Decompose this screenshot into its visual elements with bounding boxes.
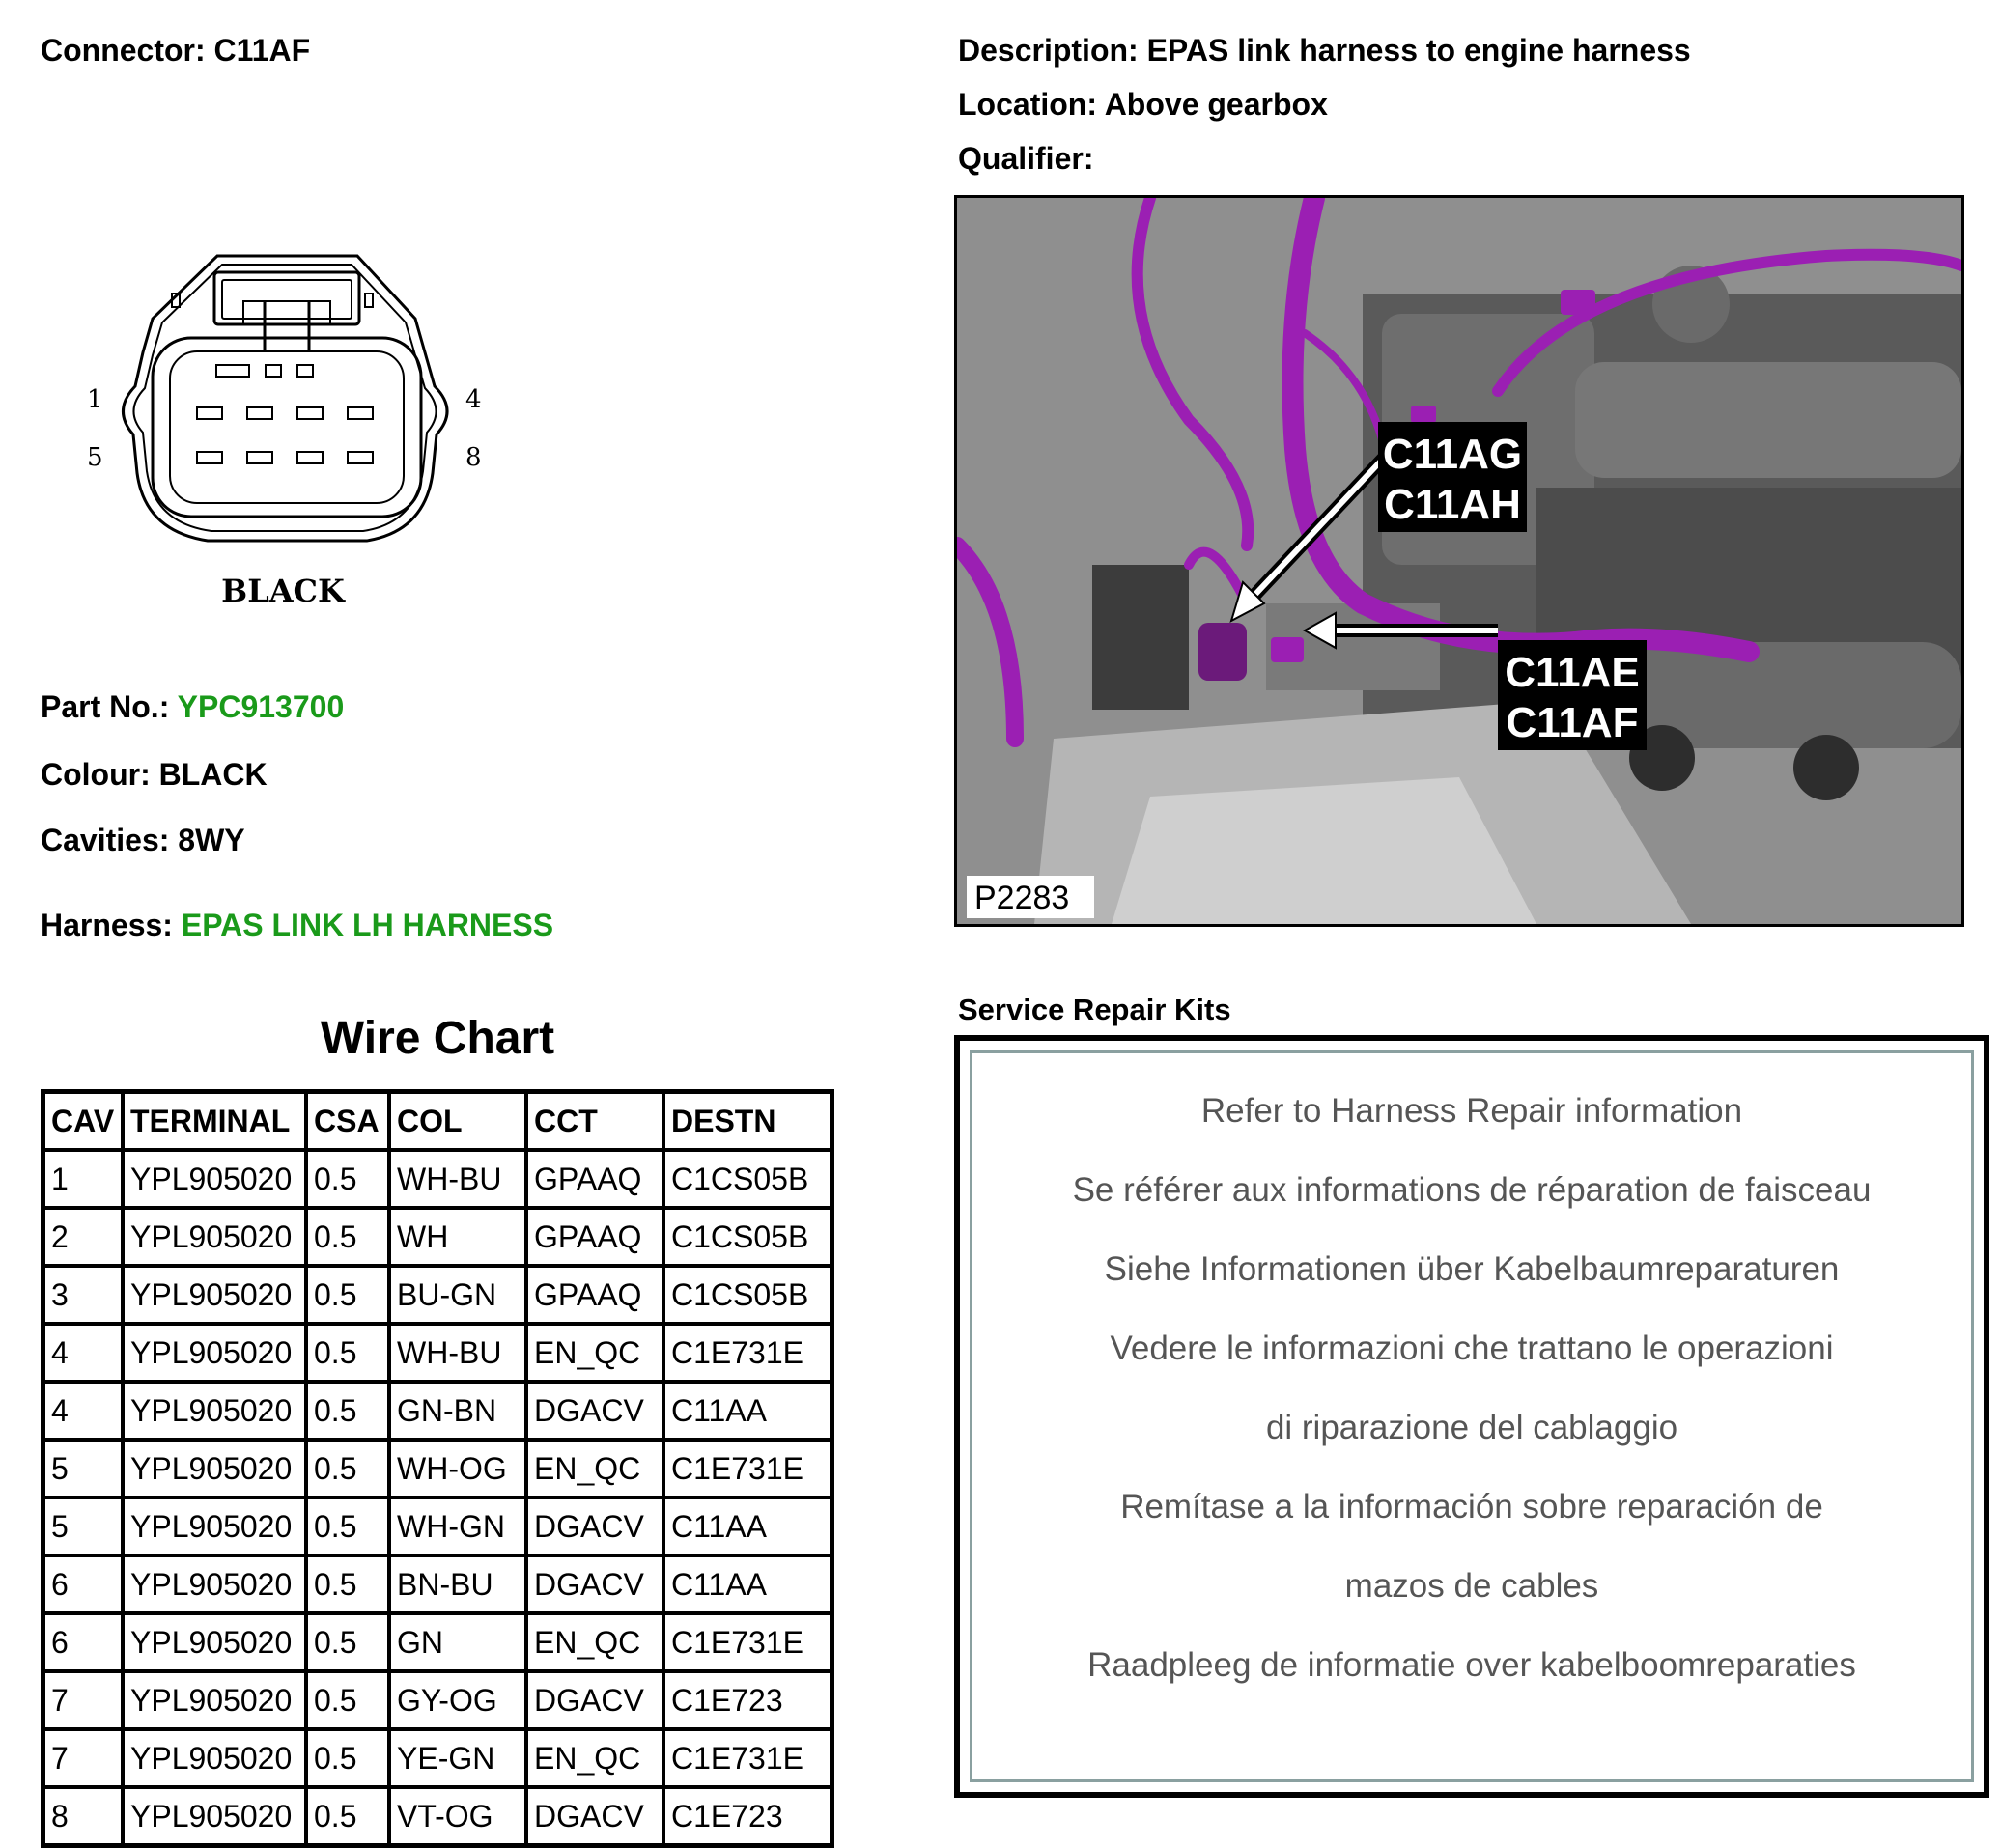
- engine-bay-illustration: [957, 198, 1961, 924]
- callout-c11af: C11AF: [1506, 699, 1639, 746]
- cell-col: GN: [389, 1613, 526, 1671]
- cell-csa: 0.5: [306, 1555, 389, 1613]
- service-repair-kits-inner: [970, 1050, 1974, 1782]
- description-field: [958, 33, 1691, 69]
- harness-value[interactable]: EPAS LINK LH HARNESS: [181, 908, 554, 942]
- cell-csa: 0.5: [306, 1208, 389, 1266]
- cell-terminal: YPL905020: [123, 1671, 306, 1729]
- part-no-value[interactable]: YPC913700: [177, 689, 345, 724]
- table-row: [43, 1787, 832, 1846]
- location-photo: [954, 195, 1964, 927]
- cell-terminal: YPL905020: [123, 1440, 306, 1498]
- cell-cct: EN_QC: [526, 1440, 663, 1498]
- cell-csa: 0.5: [306, 1266, 389, 1324]
- connector-field: [41, 33, 310, 69]
- harness-label: Harness:: [41, 908, 173, 942]
- cell-col: GY-OG: [389, 1671, 526, 1729]
- wire-chart-title: Wire Chart: [320, 1013, 555, 1064]
- cell-cct: GPAAQ: [526, 1150, 663, 1208]
- header-destn: DESTN: [663, 1092, 832, 1151]
- qualifier-label: Qualifier:: [958, 141, 1094, 176]
- cell-col: GN-BN: [389, 1382, 526, 1440]
- wire-chart-header-row: [43, 1092, 832, 1151]
- description-label: Description:: [958, 33, 1139, 68]
- cell-cav: 4: [43, 1324, 124, 1382]
- colour-value: BLACK: [158, 757, 268, 792]
- cell-cct: EN_QC: [526, 1613, 663, 1671]
- cell-cct: DGACV: [526, 1555, 663, 1613]
- kit-instruction-line: Refer to Harness Repair information: [1200, 1092, 1743, 1130]
- connector-label: Connector:: [41, 33, 206, 68]
- cell-destn: C1E731E: [663, 1324, 832, 1382]
- kit-instruction-line: Se référer aux informations de réparation de faisceau: [1072, 1171, 1872, 1209]
- pin-label-4: 4: [465, 385, 482, 414]
- kit-instruction-line: Remítase a la información sobre reparación de: [1120, 1488, 1823, 1526]
- kit-instruction-line: Vedere le informazioni che trattano le operazioni: [1110, 1330, 1834, 1367]
- cell-cav: 7: [43, 1729, 124, 1787]
- cell-terminal: YPL905020: [123, 1324, 306, 1382]
- cell-csa: 0.5: [306, 1671, 389, 1729]
- cell-cav: 5: [43, 1498, 124, 1555]
- header-col: COL: [389, 1092, 526, 1151]
- cell-terminal: YPL905020: [123, 1266, 306, 1324]
- kit-instruction-line: Raadpleeg de informatie over kabelboomreparaties: [1087, 1646, 1856, 1684]
- table-row: [43, 1671, 832, 1729]
- table-row: [43, 1382, 832, 1440]
- cell-terminal: YPL905020: [123, 1729, 306, 1787]
- diagram-color-label: BLACK: [221, 573, 345, 609]
- cell-csa: 0.5: [306, 1729, 389, 1787]
- cell-cct: DGACV: [526, 1382, 663, 1440]
- connector-value: C11AF: [213, 33, 311, 68]
- header-cct: CCT: [526, 1092, 663, 1151]
- cell-destn: C11AA: [663, 1555, 832, 1613]
- pin-label-1: 1: [87, 385, 103, 414]
- cell-terminal: YPL905020: [123, 1150, 306, 1208]
- cell-cav: 3: [43, 1266, 124, 1324]
- wire-chart-table: [41, 1089, 834, 1848]
- description-value: EPAS link harness to engine harness: [1146, 33, 1691, 68]
- cell-col: BN-BU: [389, 1555, 526, 1613]
- cell-destn: C11AA: [663, 1498, 832, 1555]
- table-row: [43, 1555, 832, 1613]
- cell-cct: DGACV: [526, 1787, 663, 1846]
- colour-field: [41, 757, 268, 793]
- cavities-value: 8WY: [178, 823, 245, 857]
- cell-cav: 8: [43, 1787, 124, 1846]
- pin-label-8: 8: [465, 443, 482, 472]
- cell-cav: 7: [43, 1671, 124, 1729]
- connector-face-diagram: [77, 241, 502, 628]
- table-row: [43, 1208, 832, 1266]
- cell-col: VT-OG: [389, 1787, 526, 1846]
- callout-c11ag: C11AG: [1382, 431, 1523, 478]
- cell-destn: C1CS05B: [663, 1208, 832, 1266]
- kit-instruction-line: di riparazione del cablaggio: [1265, 1409, 1678, 1446]
- cell-destn: C1CS05B: [663, 1266, 832, 1324]
- cell-col: WH-BU: [389, 1324, 526, 1382]
- cell-cct: DGACV: [526, 1671, 663, 1729]
- cell-col: WH-BU: [389, 1150, 526, 1208]
- cell-terminal: YPL905020: [123, 1208, 306, 1266]
- cell-destn: C1E723: [663, 1671, 832, 1729]
- cell-col: WH: [389, 1208, 526, 1266]
- cell-destn: C11AA: [663, 1382, 832, 1440]
- table-row: [43, 1266, 832, 1324]
- cell-destn: C1E731E: [663, 1440, 832, 1498]
- callout-c11ah: C11AH: [1384, 481, 1521, 528]
- cell-cav: 2: [43, 1208, 124, 1266]
- wire-chart-body: [43, 1150, 832, 1846]
- cell-csa: 0.5: [306, 1382, 389, 1440]
- cell-cct: EN_QC: [526, 1729, 663, 1787]
- cell-csa: 0.5: [306, 1787, 389, 1846]
- part-no-label: Part No.:: [41, 689, 170, 724]
- cell-csa: 0.5: [306, 1324, 389, 1382]
- location-field: [958, 87, 1328, 123]
- cell-terminal: YPL905020: [123, 1382, 306, 1440]
- location-label: Location:: [958, 87, 1097, 122]
- cell-cct: EN_QC: [526, 1324, 663, 1382]
- colour-label: Colour:: [41, 757, 151, 792]
- cell-col: WH-GN: [389, 1498, 526, 1555]
- kit-instruction-line: Siehe Informationen über Kabelbaumreparaturen: [1104, 1250, 1840, 1288]
- header-cav: CAV: [43, 1092, 124, 1151]
- table-row: [43, 1440, 832, 1498]
- callout-c11ae: C11AE: [1505, 649, 1640, 696]
- cell-cav: 1: [43, 1150, 124, 1208]
- table-row: [43, 1150, 832, 1208]
- cell-terminal: YPL905020: [123, 1555, 306, 1613]
- header-csa: CSA: [306, 1092, 389, 1151]
- cell-terminal: YPL905020: [123, 1613, 306, 1671]
- cell-destn: C1E731E: [663, 1613, 832, 1671]
- service-repair-kits-box: [954, 1035, 1989, 1798]
- cell-cav: 6: [43, 1555, 124, 1613]
- part-no-field: [41, 689, 344, 725]
- cell-destn: C1E731E: [663, 1729, 832, 1787]
- cell-cct: DGACV: [526, 1498, 663, 1555]
- cell-csa: 0.5: [306, 1613, 389, 1671]
- cell-terminal: YPL905020: [123, 1787, 306, 1846]
- pin-label-5: 5: [87, 443, 103, 472]
- cell-cct: GPAAQ: [526, 1266, 663, 1324]
- cell-terminal: YPL905020: [123, 1498, 306, 1555]
- cell-col: BU-GN: [389, 1266, 526, 1324]
- cell-destn: C1E723: [663, 1787, 832, 1846]
- location-value: Above gearbox: [1104, 87, 1328, 122]
- cell-cav: 4: [43, 1382, 124, 1440]
- cell-csa: 0.5: [306, 1150, 389, 1208]
- harness-field: [41, 908, 553, 943]
- table-row: [43, 1729, 832, 1787]
- cell-col: YE-GN: [389, 1729, 526, 1787]
- qualifier-field: [958, 141, 1093, 177]
- cavities-label: Cavities:: [41, 823, 170, 857]
- photo-ref-code: P2283: [974, 880, 1070, 916]
- cell-cav: 5: [43, 1440, 124, 1498]
- table-row: [43, 1498, 832, 1555]
- cell-cct: GPAAQ: [526, 1208, 663, 1266]
- table-row: [43, 1613, 832, 1671]
- header-terminal: TERMINAL: [123, 1092, 306, 1151]
- cell-cav: 6: [43, 1613, 124, 1671]
- cell-destn: C1CS05B: [663, 1150, 832, 1208]
- kit-instruction-line: mazos de cables: [1344, 1567, 1599, 1605]
- table-row: [43, 1324, 832, 1382]
- cell-csa: 0.5: [306, 1498, 389, 1555]
- cavities-field: [41, 823, 245, 858]
- service-repair-kits-title: Service Repair Kits: [958, 993, 1231, 1026]
- cell-csa: 0.5: [306, 1440, 389, 1498]
- cell-col: WH-OG: [389, 1440, 526, 1498]
